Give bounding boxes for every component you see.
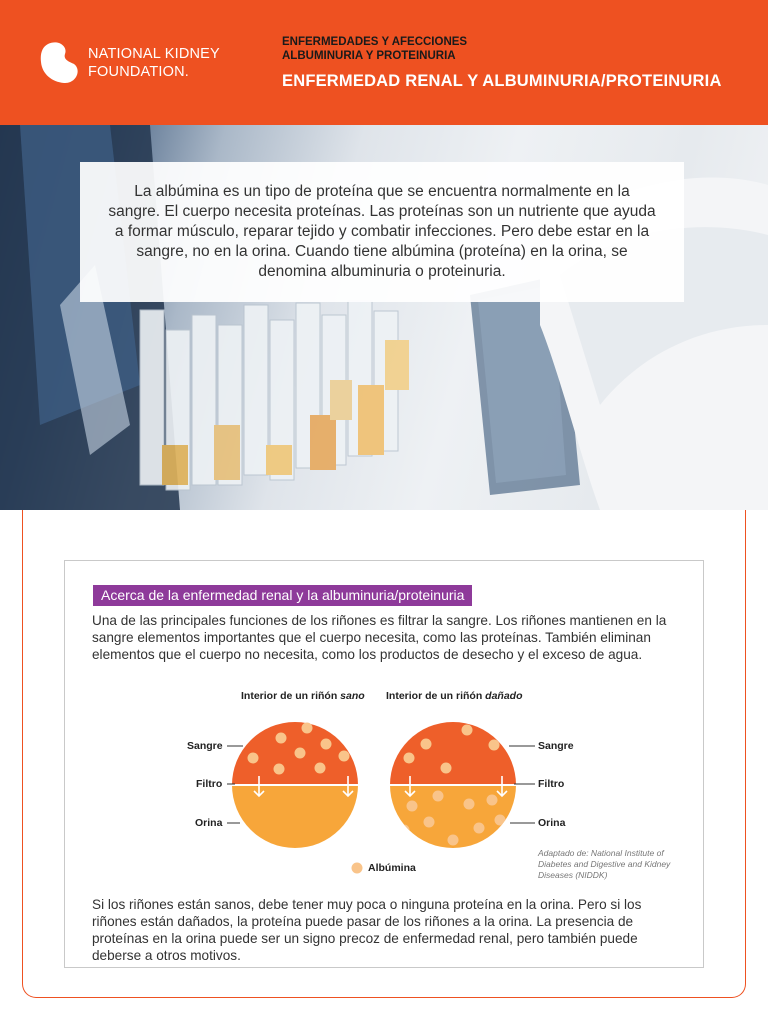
- intro-callout: [80, 162, 684, 302]
- damaged-kidney-caption: Interior de un riñón dañado: [386, 690, 523, 702]
- diagram-graphic: [183, 680, 578, 890]
- label-urine-right: Orina: [538, 817, 566, 829]
- category-label: ENFERMEDADES Y AFECCIONES ALBUMINURIA Y PROTEINURIA: [282, 36, 468, 62]
- legend-albumin-label: Albúmina: [368, 862, 416, 874]
- label-filter-left: Filtro: [196, 778, 223, 790]
- healthy-kidney-circle: [232, 722, 358, 848]
- paragraph-healthy-vs-damaged: Si los riñones están sanos, debe tener muy poca o ninguna proteína en la orina. Pero si los riñones están dañados, la proteína puede pasar de los riñones a la orina. La presencia de proteínas en la orina puede ser un signo precoz de enfermedad renal, pero también puede deberse a otros motivos.: [92, 897, 642, 963]
- brand-name: NATIONAL KIDNEY FOUNDATION.: [88, 46, 220, 80]
- paragraph-functions: Una de las principales funciones de los riñones es filtrar la sangre. Los riñones mantienen en la sangre elementos importantes que el cuerpo necesita, como las proteínas. También eliminan elementos que el cuerpo no necesita, como los productos de desecho y el exceso de agua.: [92, 613, 667, 662]
- kidney-logo-icon: [38, 40, 82, 84]
- kidney-filter-diagram: [183, 680, 578, 890]
- section-heading: Acerca de la enfermedad renal y la albuminuria/proteinuria: [93, 585, 472, 606]
- source-citation: Adaptado de: National Institute of Diabetes and Digestive and Kidney Diseases (NIDDK): [538, 848, 671, 880]
- page-header: [0, 0, 768, 125]
- albumin-legend-icon: [352, 863, 363, 874]
- damaged-kidney-circle: [390, 722, 516, 848]
- page-title: ENFERMEDAD RENAL Y ALBUMINURIA/PROTEINURIA: [282, 72, 722, 90]
- label-urine-left: Orina: [195, 817, 223, 829]
- hero-photo: [0, 125, 768, 510]
- healthy-kidney-caption: Interior de un riñón sano: [241, 690, 365, 702]
- intro-text: La albúmina es un tipo de proteína que se encuentra normalmente en la sangre. El cuerpo necesita proteínas. Las proteínas son un nutriente que ayuda a formar músculo, reparar tejido y combatir infecciones. Pero debe estar en la sangre, no en la orina. Cuando tiene albúmina (proteína) en la orina, se denomina albuminuria o proteinuria.: [108, 183, 656, 280]
- label-blood-right: Sangre: [538, 740, 574, 752]
- label-filter-right: Filtro: [538, 778, 565, 790]
- label-blood-left: Sangre: [187, 740, 223, 752]
